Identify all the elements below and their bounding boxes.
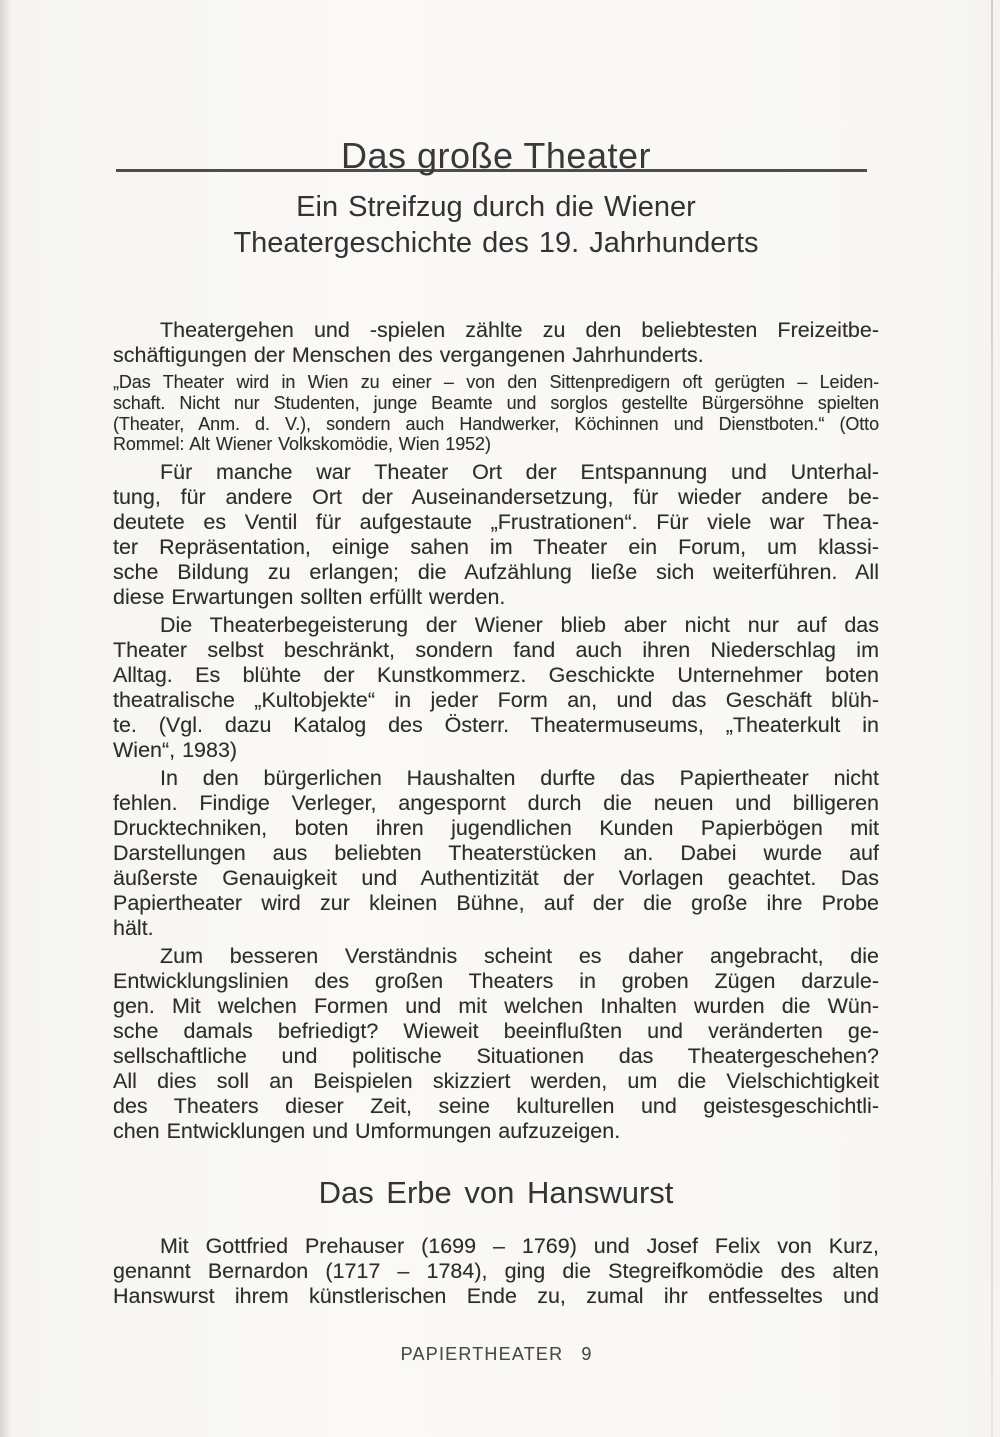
subtitle-line-1: Ein Streifzug durch die Wiener — [296, 191, 696, 223]
text-line: Die Theaterbegeisterung der Wiener blieb aber nicht nur auf das — [160, 613, 879, 638]
block-quote-rommel — [113, 372, 879, 455]
text-line: All dies soll an Beispielen skizziert werden, um die Vielschichtigkeit — [113, 1069, 879, 1094]
paragraph-verstaendnis — [113, 944, 879, 1144]
text-line: Für manche war Theater Ort der Entspannung und Unterhal- — [160, 460, 879, 485]
text-line: theatralische „Kultobjekte“ in jeder Form an, und das Geschäft blüh- — [113, 688, 879, 713]
text-line: Papiertheater wird zur kleinen Bühne, auf der die große ihre Probe — [113, 891, 879, 916]
text-line: sche damals befriedigt? Wieweit beeinflußten und veränderten ge- — [113, 1019, 879, 1044]
text-line: Darstellungen aus beliebten Theaterstücken an. Dabei wurde auf — [113, 841, 879, 866]
paragraph-intro — [113, 318, 879, 368]
quote-line: Rommel: Alt Wiener Volkskomödie, Wien 1952) — [113, 434, 491, 455]
text-line: chen Entwicklungen und Umformungen aufzuzeigen. — [113, 1119, 621, 1144]
subtitle-line-2: Theatergeschichte des 19. Jahrhunderts — [233, 227, 759, 259]
text-line: ter Repräsentation, einige sahen im Theater ein Forum, um klassi- — [113, 535, 879, 560]
page-right-edge-scan-line — [991, 0, 993, 1437]
section-heading-hanswurst: Das Erbe von Hanswurst — [318, 1175, 674, 1211]
text-line: Alltag. Es blühte der Kunstkommerz. Geschickte Unternehmer boten — [113, 663, 879, 688]
footer-journal-name: PAPIERTHEATER — [400, 1344, 564, 1365]
chapter-title-block — [113, 136, 879, 176]
text-line: Hanswurst ihrem künstlerischen Ende zu, zumal ihr entfesseltes und — [113, 1284, 879, 1309]
text-line: schäftigungen der Menschen des vergangenen Jahrhunderts. — [113, 343, 704, 367]
text-line: genannt Bernardon (1717 – 1784), ging die Stegreifkomödie des alten — [113, 1259, 879, 1284]
paragraph-papiertheater — [113, 766, 879, 941]
footer-page-number: 9 — [581, 1344, 592, 1365]
text-line: Entwicklungslinien des großen Theaters in groben Zügen darzule- — [113, 969, 879, 994]
quote-line: (Theater, Anm. d. V.), sondern auch Handwerker, Köchinnen und Dienstboten.“ (Otto — [113, 413, 879, 434]
text-line: Wien“, 1983) — [113, 738, 238, 763]
page-footer — [113, 1344, 879, 1364]
page-content — [113, 0, 879, 1364]
quote-line: schaft. Nicht nur Studenten, junge Beamte und sorglos gestellte Bürgersöhne spielten — [113, 392, 879, 413]
text-line: Theatergehen und -spielen zählte zu den beliebtesten Freizeitbe- — [160, 318, 879, 342]
text-line: des Theaters dieser Zeit, seine kulturellen und geistesgeschichtli- — [113, 1094, 879, 1119]
text-line: äußerste Genauigkeit und Authentizität der Vorlagen geachtet. Das — [113, 866, 879, 891]
quote-line: „Das Theater wird in Wien zu einer – von den Sittenpredigern oft gerügten – Leiden- — [113, 372, 879, 392]
text-line: deutete es Ventil für aufgestaute „Frustrationen“. Für viele war Thea- — [113, 510, 879, 535]
page-left-edge-shadow — [0, 0, 10, 1437]
text-line: hält. — [113, 916, 154, 941]
text-line: Theater selbst beschränkt, sondern fand auch ihren Niederschlag im — [113, 638, 879, 663]
text-line: sche Bildung zu erlangen; die Aufzählung ließe sich weiterführen. All — [113, 560, 879, 585]
paragraph-prehauser — [113, 1234, 879, 1309]
text-line: Zum besseren Verständnis scheint es daher angebracht, die — [160, 944, 879, 969]
text-line: In den bürgerlichen Haushalten durfte das Papiertheater nicht — [160, 766, 879, 791]
text-line: Drucktechniken, boten ihren jugendlichen Kunden Papierbögen mit — [113, 816, 879, 841]
text-line: fehlen. Findige Verleger, angespornt durch die neuen und billigeren — [113, 791, 879, 816]
chapter-title: Das große Theater — [341, 135, 651, 176]
text-line: sellschaftliche und politische Situationen das Theatergeschehen? — [113, 1044, 879, 1069]
text-line: Mit Gottfried Prehauser (1699 – 1769) und Josef Felix von Kurz, — [160, 1234, 879, 1259]
text-line: tung, für andere Ort der Auseinandersetzung, für wieder andere be- — [113, 485, 879, 510]
paragraph-expectations — [113, 460, 879, 610]
chapter-subtitle — [113, 189, 879, 261]
text-line: te. (Vgl. dazu Katalog des Österr. Theatermuseums, „Theaterkult in — [113, 713, 879, 738]
body-text — [113, 318, 879, 1364]
paragraph-kunstkommerz — [113, 613, 879, 763]
text-line: gen. Mit welchen Formen und mit welchen Inhalten wurden die Wün- — [113, 994, 879, 1019]
text-line: diese Erwartungen sollten erfüllt werden. — [113, 585, 506, 610]
